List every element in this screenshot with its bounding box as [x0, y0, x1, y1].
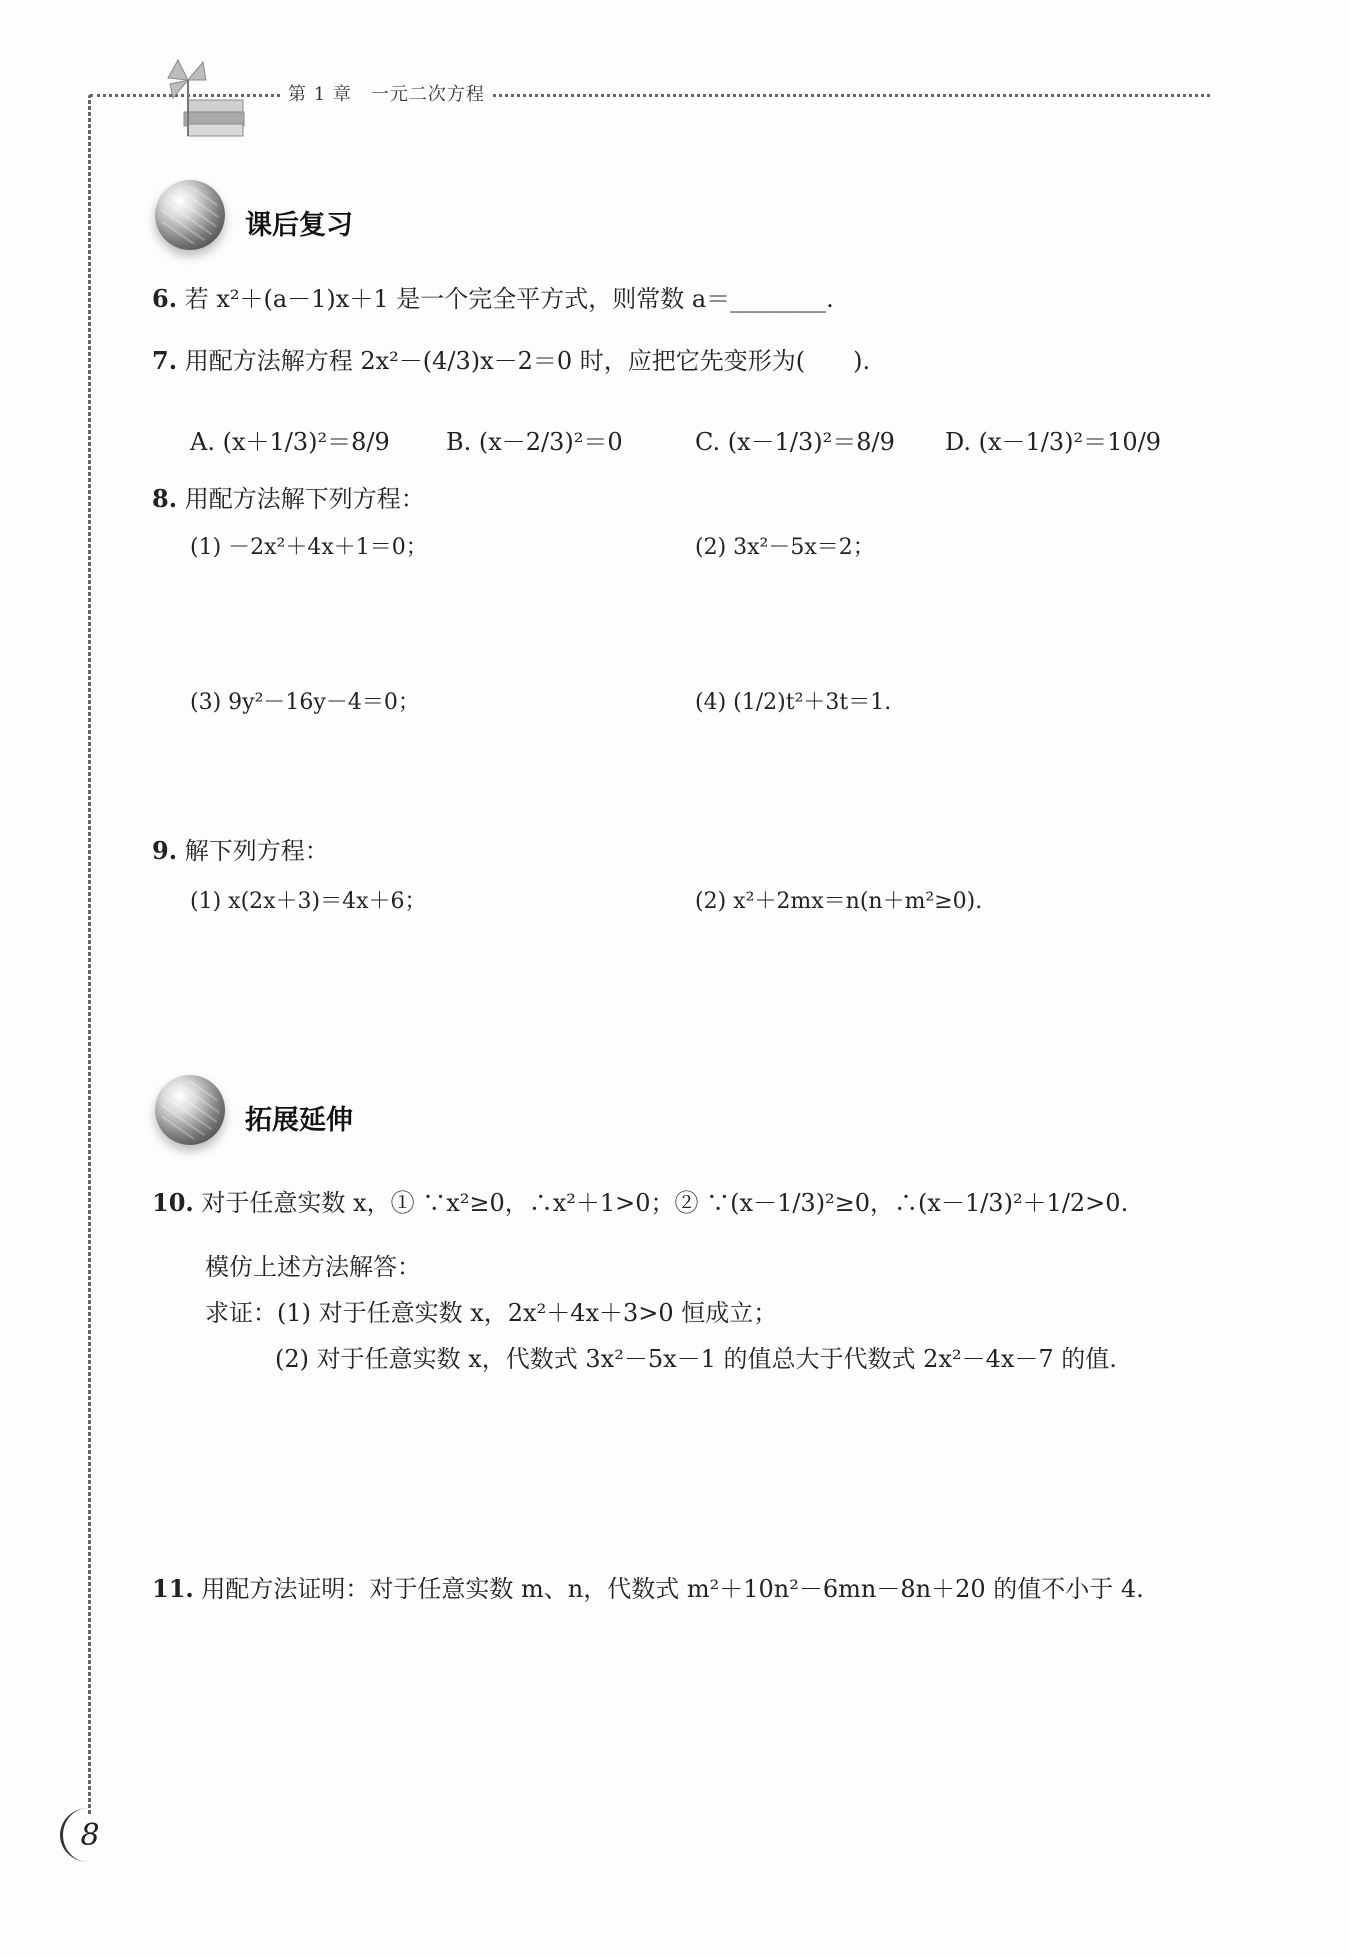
- question-number: 9.: [152, 836, 178, 865]
- question-text: 解下列方程：: [184, 837, 329, 865]
- question-11: [152, 1572, 1144, 1606]
- question-10: [152, 1186, 1128, 1220]
- question-7: [152, 344, 870, 378]
- q8-part-4: (4) (1/2)t²＋3t＝1.: [695, 690, 892, 715]
- question-number: 11.: [152, 1574, 194, 1603]
- q10-instruction: 模仿上述方法解答：: [205, 1253, 421, 1281]
- q10-proof-2: (2) 对于任意实数 x，代数式 3x²－5x－1 的值总大于代数式 2x²－4x－7 的值.: [275, 1345, 1117, 1373]
- option-c: C. (x－1/3)²＝8/9: [695, 428, 895, 456]
- q10-proof-1: 求证：(1) 对于任意实数 x，2x²＋4x＋3>0 恒成立；: [205, 1299, 778, 1327]
- header-dotted-rule: [90, 94, 1210, 97]
- question-text: 用配方法证明：对于任意实数 m、n，代数式 m²＋10n²－6mn－8n＋20 的值不小于 4.: [201, 1575, 1144, 1603]
- q9-part-2: (2) x²＋2mx＝n(n＋m²≥0).: [695, 889, 983, 914]
- question-9: [152, 834, 329, 868]
- option-b: B. (x－2/3)²＝0: [446, 428, 623, 456]
- question-number: 8.: [152, 484, 178, 513]
- section-title-extension: 拓展延伸: [245, 1104, 353, 1136]
- question-8: [152, 482, 425, 516]
- option-d: D. (x－1/3)²＝10/9: [945, 428, 1162, 456]
- option-a: A. (x＋1/3)²＝8/9: [190, 428, 390, 456]
- question-6: [152, 282, 834, 316]
- question-text: 用配方法解方程 2x²－(4/3)x－2＝0 时，应把它先变形为( ).: [184, 347, 871, 375]
- q8-part-2: (2) 3x²－5x＝2；: [695, 535, 875, 560]
- section-header-review: [155, 180, 353, 250]
- section-header-extension: [155, 1075, 353, 1145]
- q8-part-3: (3) 9y²－16y－4＝0；: [190, 690, 420, 715]
- question-text: 对于任意实数 x，① ∵x²≥0，∴x²＋1>0；② ∵(x－1/3)²≥0，∴(x－1/3)²＋1/2>0.: [201, 1189, 1129, 1217]
- windmill-books-icon: [148, 50, 248, 140]
- q8-part-1: (1) －2x²＋4x＋1＝0；: [190, 535, 428, 560]
- question-number: 6.: [152, 284, 178, 313]
- globe-icon: [155, 1075, 225, 1145]
- chapter-title: 第 1 章 一元二次方程: [282, 80, 491, 106]
- globe-icon: [155, 180, 225, 250]
- question-number: 7.: [152, 346, 178, 375]
- question-text: 若 x²＋(a－1)x＋1 是一个完全平方式，则常数 a＝________.: [184, 285, 834, 313]
- question-number: 10.: [152, 1188, 194, 1217]
- page-number: 8: [60, 1808, 117, 1862]
- section-title-review: 课后复习: [245, 209, 353, 241]
- margin-dotted-rule: [88, 94, 91, 1814]
- question-text: 用配方法解下列方程：: [184, 485, 425, 513]
- q9-part-1: (1) x(2x＋3)＝4x＋6；: [190, 889, 427, 914]
